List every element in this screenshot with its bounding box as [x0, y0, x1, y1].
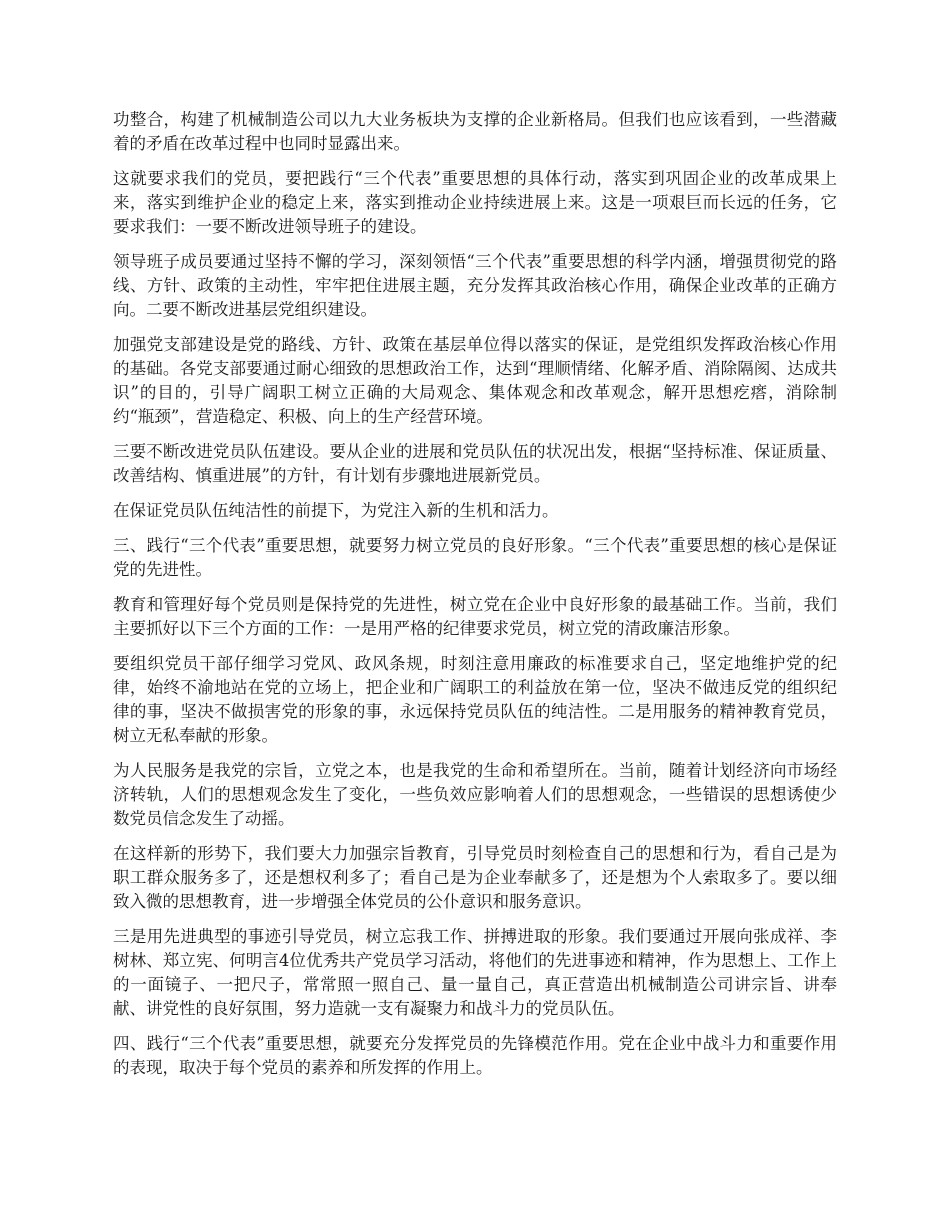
document-body [113, 108, 837, 1091]
paragraph-6: 在保证党员队伍纯洁性的前提下，为党注入新的生机和活力。 [113, 501, 559, 520]
paragraph-10: 为人民服务是我党的宗旨，立党之本，也是我党的生命和希望所在。当前，随着计划经济向市场经济转轨，人们的思想观念发生了变化，一些负效应影响着人们的思想观念，一些错误的思想诱使少数党员信念发生了动摇。 [113, 761, 837, 828]
paragraph-3: 领导班子成员要通过坚持不懈的学习，深刻领悟“三个代表”重要思想的科学内涵，增强贯彻党的路线、方针、政策的主动性，牢牢把住进展主题，充分发挥其政治核心作用，确保企业改革的正确方向。二要不断改进基层党组织建设。 [113, 252, 837, 319]
paragraph-12: 三是用先进典型的事迹引导党员，树立忘我工作、拼搏进取的形象。我们要通过开展向张成祥、李树林、郑立宪、何明言4位优秀共产党员学习活动，将他们的先进事迹和精神，作为思想上、工作上的一面镜子、一把尺子，常常照一照自己、量一量自己，真正营造出机械制造公司讲宗旨、讲奉献、讲党性的良好氛围，努力造就一支有凝聚力和战斗力的党员队伍。 [113, 927, 837, 1018]
paragraph-4: 加强党支部建设是党的路线、方针、政策在基层单位得以落实的保证，是党组织发挥政治核心作用的基础。各党支部要通过耐心细致的思想政治工作，达到“理顺情绪、化解矛盾、消除隔阂、达成共识”的目的，引导广阔职工树立正确的大局观念、集体观念和改革观念，解开思想疙瘩，消除制约“瓶颈”，营造稳定、积极、向上的生产经营环境。 [113, 335, 837, 426]
paragraph-5: 三要不断改进党员队伍建设。要从企业的进展和党员队伍的状况出发，根据“坚持标准、保证质量、改善结构、慎重进展”的方针，有计划有步骤地进展新党员。 [113, 442, 837, 485]
paragraph-8: 教育和管理好每个党员则是保持党的先进性，树立党在企业中良好形象的最基础工作。当前，我们主要抓好以下三个方面的工作：一是用严格的纪律要求党员，树立党的清政廉洁形象。 [113, 595, 837, 638]
paragraph-9: 要组织党员干部仔细学习党风、政风条规，时刻注意用廉政的标准要求自己，坚定地维护党的纪律，始终不渝地站在党的立场上，把企业和广阔职工的利益放在第一位，坚决不做违反党的组织纪律的事，坚决不做损害党的形象的事，永远保持党员队伍的纯洁性。二是用服务的精神教育党员，树立无私奉献的形象。 [113, 654, 837, 745]
paragraph-2: 这就要求我们的党员，要把践行“三个代表”重要思想的具体行动，落实到巩固企业的改革成果上来，落实到维护企业的稳定上来，落实到推动企业持续进展上来。这是一项艰巨而长远的任务，它要求我们：一要不断改进领导班子的建设。 [113, 169, 837, 236]
paragraph-7: 三、践行“三个代表”重要思想，就要努力树立党员的良好形象。“三个代表”重要思想的核心是保证党的先进性。 [113, 536, 837, 579]
paragraph-1: 功整合，构建了机械制造公司以九大业务板块为支撑的企业新格局。但我们也应该看到，一些潜藏着的矛盾在改革过程中也同时显露出来。 [113, 110, 837, 153]
paragraph-11: 在这样新的形势下，我们要大力加强宗旨教育，引导党员时刻检查自己的思想和行为，看自己是为职工群众服务多了，还是想权利多了；看自己是为企业奉献多了，还是想为个人索取多了。要以细致入微的思想教育，进一步增强全体党员的公仆意识和服务意识。 [113, 844, 837, 911]
paragraph-13: 四、践行“三个代表”重要思想，就要充分发挥党员的先锋模范作用。党在企业中战斗力和重要作用的表现，取决于每个党员的素养和所发挥的作用上。 [113, 1034, 837, 1077]
